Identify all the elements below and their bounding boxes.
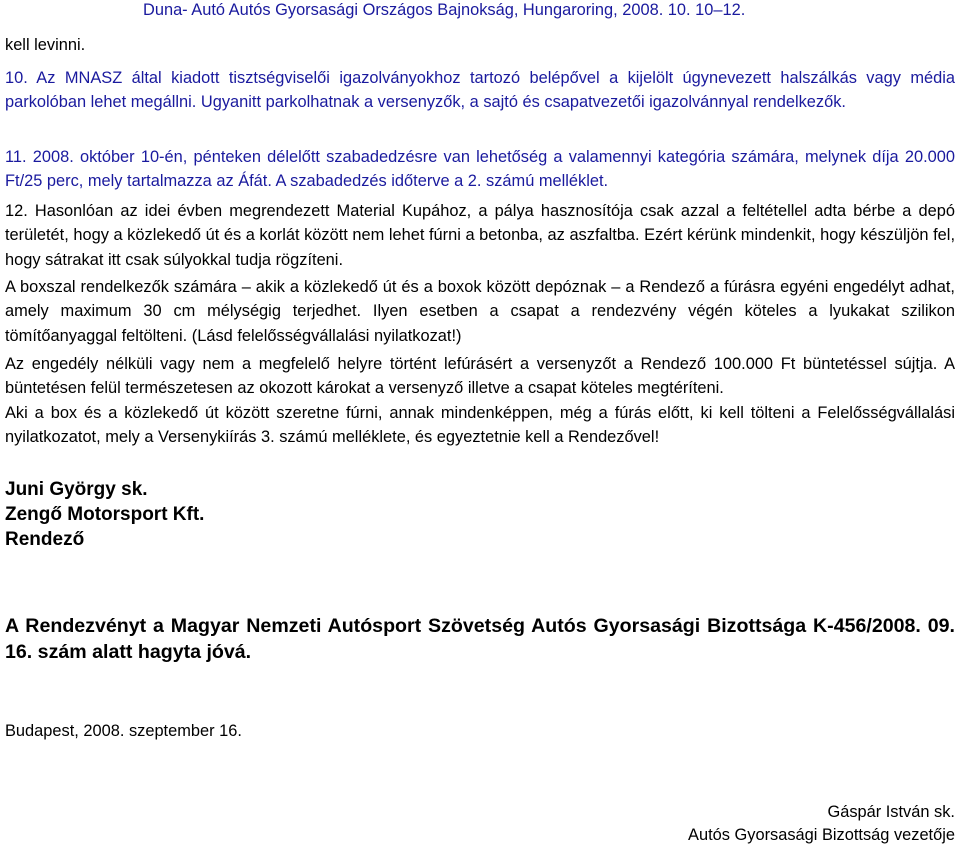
signer-name: Gáspár István sk. — [827, 803, 955, 821]
paragraph-12-drilling-ban: 12. Hasonlóan az idei évben megrendezett Material Kupához, a pálya hasznosítója csak azzal a feltétellel adta bérbe a depó területét, hogy a közlekedő út és a korlát között nem lehet fúrni a betonba, az aszfaltba. Ezért kérünk mindenkit, hogy készüljön fel, hogy sátrakat itt csak súlyokkal tudja rögzíteni. — [5, 202, 955, 269]
place-and-date: Budapest, 2008. szeptember 16. — [5, 722, 242, 740]
paragraph-11-free-practice: 11. 2008. október 10-én, pénteken délelőtt szabadedzésre van lehetőség a valamennyi kategória számára, melynek díja 20.000 Ft/25 perc, mely tartalmazza az Áfát. A szabadedzés időterve a 2. számú melléklet. — [5, 148, 955, 191]
organizer-company: Zengő Motorsport Kft. — [5, 504, 205, 525]
paragraph-penalty: Az engedély nélküli vagy nem a megfelelő helyre történt lefúrásért a versenyzőt a Rendező 100.000 Ft büntetéssel sújtja. A büntetésen felül természetesen az okozott károkat a versenyző illetve a csapat köteles megtéríteni. — [5, 355, 955, 398]
continued-text-fragment: kell levinni. — [5, 36, 86, 54]
organizer-name: Juni György sk. — [5, 479, 148, 500]
paragraph-10-parking: 10. Az MNASZ által kiadott tisztségviselői igazolványokhoz tartozó belépővel a kijelölt úgynevezett halszálkás vagy média parkolóban lehet megállni. Ugyanitt parkolhatnak a versenyzők, a sajtó és csapatvezetői igazolvánnyal rendelkezők. — [5, 69, 955, 112]
approval-statement: A Rendezvényt a Magyar Nemzeti Autósport Szövetség Autós Gyorsasági Bizottsága K-456/2008. 09. 16. szám alatt hagyta jóvá. — [5, 615, 955, 663]
committee-signer-block — [688, 801, 955, 847]
signer-title: Autós Gyorsasági Bizottság vezetője — [688, 826, 955, 844]
organizer-signature-block — [5, 477, 204, 552]
paragraph-box-drilling-permit: A boxszal rendelkezők számára – akik a közlekedő út és a boxok között depóznak – a Rendező a fúrásra egyéni engedélyt adhat, amely maximum 30 cm mélységig terjedhet. Ilyen esetben a csapat a rendezvény végén köteles a lyukakat szilikon tömítőanyaggal feltölteni. (Lásd felelősségvállalási nyilatkozat!) — [5, 278, 955, 345]
document-header: Duna- Autó Autós Gyorsasági Országos Bajnokság, Hungaroring, 2008. 10. 10–12. — [143, 1, 746, 19]
paragraph-liability-declaration: Aki a box és a közlekedő út között szeretne fúrni, annak mindenképpen, még a fúrás előtt, ki kell tölteni a Felelősségvállalási nyilatkozatot, mely a Versenykiírás 3. számú melléklete, és egyeztetnie kell a Rendezővel! — [5, 404, 955, 447]
organizer-role: Rendező — [5, 529, 85, 550]
